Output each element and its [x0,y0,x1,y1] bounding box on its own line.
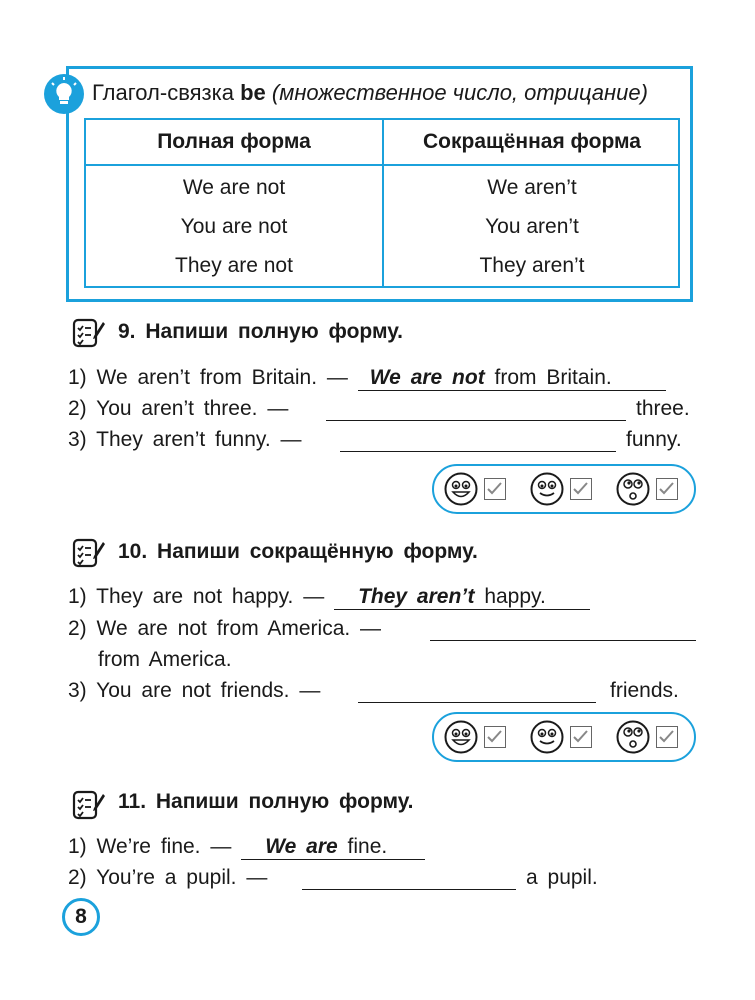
answer-text: We are not [369,366,485,389]
answer-blank[interactable] [358,680,596,703]
lightbulb-icon [44,74,84,114]
checkbox[interactable] [570,726,592,748]
short-form-cell: We aren’t [487,176,577,199]
answer-blank[interactable] [430,618,696,641]
answer-blank[interactable] [340,429,616,452]
exercise-9-item-3: 3) They aren’t funny. — [68,428,302,451]
column-header-short: Сокращённая форма [423,130,641,153]
self-assessment-panel [432,712,696,762]
answer-text: We are [265,835,338,858]
smiling-face-icon [530,472,564,506]
short-form-cell: You aren’t [485,215,579,238]
happy-face-icon [444,720,478,754]
happy-face-icon [444,472,478,506]
checkbox[interactable] [656,478,678,500]
smiling-face-icon [530,720,564,754]
full-form-cell: We are not [182,176,286,199]
exercise-9-item-1: 1) We aren’t from Britain. — We are not from Britain. [68,366,666,391]
exercise-pencil-icon [72,316,106,348]
exercise-9-item-2-after: three. [636,397,690,420]
exercise-10-item-3-after: friends. [610,679,679,702]
exercise-11-item-1: 1) We’re fine. — We are fine. [68,835,425,860]
answer-blank[interactable] [326,398,626,421]
full-form-cell: You are not [180,215,288,238]
exercise-10-item-2: 2) We are not from America. — [68,617,382,640]
exercise-11-item-2: 2) You’re a pupil. — [68,866,268,889]
full-form-cell: They are not [175,254,293,277]
exercise-11-item-2-after: a pupil. [526,866,598,889]
checkbox[interactable] [656,726,678,748]
exercise-9-title: 9. Напиши полную форму. [118,320,403,343]
page-number: 8 [62,898,100,936]
self-assessment-panel [432,464,696,514]
checkbox[interactable] [484,478,506,500]
exercise-11-title: 11. Напиши полную форму. [118,790,414,813]
checkbox[interactable] [484,726,506,748]
rule-table [84,118,680,288]
exercise-9-item-3-after: funny. [626,428,682,451]
thinking-face-icon [616,472,650,506]
column-header-full: Полная форма [157,130,311,153]
exercise-10-item-3: 3) You are not friends. — [68,679,321,702]
exercise-10-title: 10. Напиши сокращённую форму. [118,540,478,563]
rule-title: Глагол-связка be (множественное число, отрицание) [92,80,648,105]
checkbox[interactable] [570,478,592,500]
exercise-10-item-1: 1) They are not happy. — They aren’t happy. [68,585,590,610]
exercise-pencil-icon [72,788,106,820]
answer-blank[interactable] [302,867,516,890]
exercise-pencil-icon [72,536,106,568]
thinking-face-icon [616,720,650,754]
short-form-cell: They aren’t [479,254,585,277]
answer-text: They aren’t [358,585,475,608]
exercise-9-item-2: 2) You aren’t three. — [68,397,289,420]
exercise-10-item-2-after: from America. [98,648,232,671]
